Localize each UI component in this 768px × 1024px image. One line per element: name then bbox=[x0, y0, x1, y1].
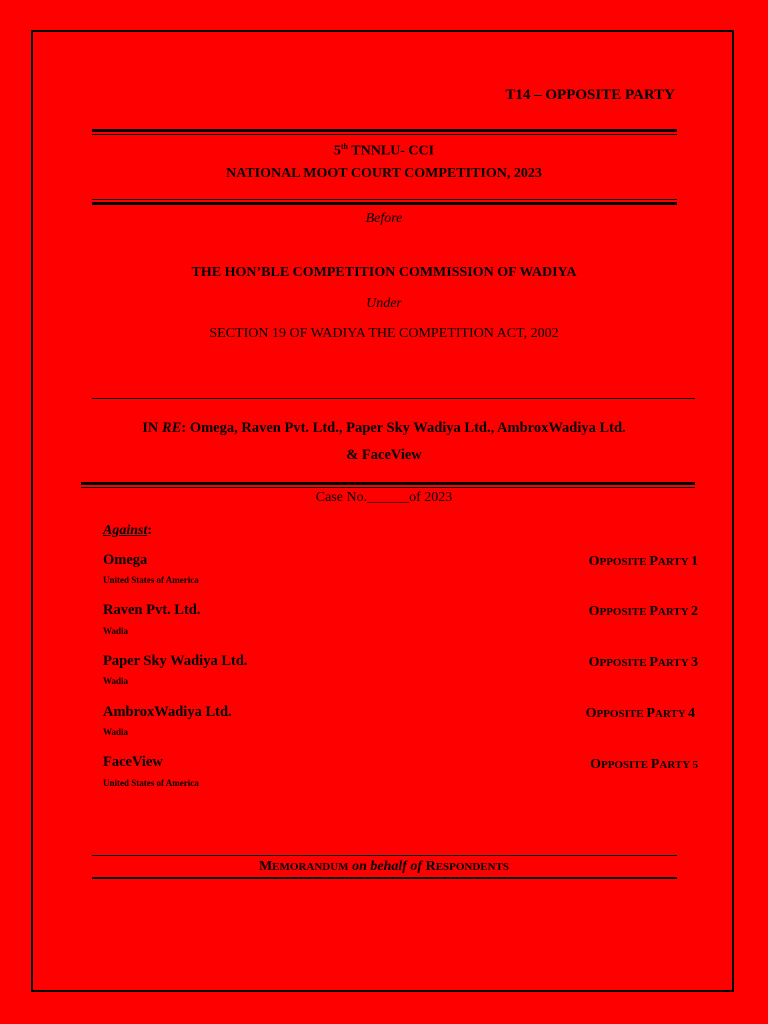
role-small: ARTY bbox=[659, 759, 693, 771]
role-small: ARTY bbox=[657, 657, 691, 669]
in-re-parties: : Omega, Raven Pvt. Ltd., Paper Sky Wadiya Ltd., AmbroxWadiya Ltd. bbox=[181, 420, 626, 436]
party-name-5: FaceView bbox=[103, 754, 163, 770]
memo-small: ESPONDENTS bbox=[435, 861, 510, 873]
party-location-4: Wadia bbox=[103, 727, 129, 737]
in-re-re: RE bbox=[162, 420, 182, 436]
memorandum-title bbox=[0, 857, 768, 875]
against-heading bbox=[103, 523, 152, 539]
party-role-3 bbox=[589, 653, 698, 671]
case-no-blank: ______ bbox=[367, 490, 410, 505]
memo-big: R bbox=[425, 859, 436, 874]
rule-mid-2 bbox=[92, 202, 677, 205]
team-label: T14 – OPPOSITE PARTY bbox=[505, 87, 675, 103]
party-location-2: Wadia bbox=[103, 626, 129, 636]
in-re-line-2: & FaceView bbox=[346, 447, 422, 463]
memo-big: M bbox=[258, 859, 273, 874]
role-big: O bbox=[588, 554, 600, 569]
role-small: PPOSITE bbox=[596, 708, 647, 720]
rule-top-1 bbox=[92, 129, 677, 132]
role-big: O bbox=[590, 757, 601, 772]
party-role-4 bbox=[586, 704, 695, 722]
forum-title: THE HON’BLE COMPETITION COMMISSION OF WADIYA bbox=[191, 265, 577, 280]
role-number: 1 bbox=[691, 554, 698, 569]
role-big: P bbox=[650, 757, 660, 772]
party-name-2: Raven Pvt. Ltd. bbox=[103, 602, 201, 618]
rule-mid-1 bbox=[92, 199, 677, 200]
role-big: O bbox=[588, 604, 600, 619]
party-location-3: Wadia bbox=[103, 676, 129, 686]
edition-number: 5 bbox=[333, 143, 341, 159]
memo-middle: on behalf of bbox=[348, 859, 426, 874]
party-role-2 bbox=[589, 602, 698, 620]
role-big: P bbox=[646, 706, 655, 721]
role-big: P bbox=[649, 604, 658, 619]
case-number bbox=[0, 490, 768, 506]
rule-case-2 bbox=[81, 487, 695, 488]
role-big: O bbox=[588, 655, 600, 670]
role-big: P bbox=[649, 655, 658, 670]
party-name-4: AmbroxWadiya Ltd. bbox=[103, 704, 232, 720]
under-label: Under bbox=[366, 296, 402, 311]
edition-name: TNNLU- CCI bbox=[348, 143, 435, 159]
rule-top-2 bbox=[92, 134, 677, 135]
party-role-1 bbox=[589, 552, 698, 570]
role-number: 2 bbox=[691, 604, 698, 619]
role-number: 4 bbox=[688, 706, 695, 721]
memo-small: EMORANDUM bbox=[272, 861, 349, 873]
role-big: O bbox=[585, 706, 597, 721]
role-small: ARTY bbox=[657, 556, 691, 568]
in-re-line-1 bbox=[0, 420, 768, 437]
role-small: PPOSITE bbox=[599, 556, 650, 568]
edition-suffix: th bbox=[340, 142, 349, 151]
party-role-5 bbox=[590, 755, 698, 773]
competition-edition bbox=[0, 142, 768, 160]
role-number: 3 bbox=[691, 655, 698, 670]
role-number: 5 bbox=[692, 759, 698, 771]
case-no-suffix: of 2023 bbox=[409, 490, 453, 505]
role-small: PPOSITE bbox=[599, 657, 650, 669]
role-small: ARTY bbox=[657, 606, 691, 618]
against-label: Against bbox=[103, 523, 148, 538]
party-name-1: Omega bbox=[103, 552, 148, 568]
rule-case-1 bbox=[81, 482, 695, 485]
in-re-prefix: IN bbox=[142, 420, 163, 436]
role-big: P bbox=[649, 554, 658, 569]
statute-title: SECTION 19 OF WADIYA THE COMPETITION ACT, 2002 bbox=[209, 326, 559, 341]
case-no-label: Case No. bbox=[315, 490, 368, 505]
against-colon: : bbox=[147, 523, 153, 538]
role-small: PPOSITE bbox=[599, 606, 650, 618]
role-small: PPOSITE bbox=[600, 759, 651, 771]
rule-memo-top bbox=[92, 855, 677, 856]
party-location-1: United States of America bbox=[103, 575, 199, 585]
rule-in-re bbox=[92, 398, 695, 399]
competition-title: NATIONAL MOOT COURT COMPETITION, 2023 bbox=[226, 166, 542, 181]
rule-memo-bottom bbox=[92, 877, 677, 879]
before-label: Before bbox=[365, 211, 403, 226]
party-location-5: United States of America bbox=[103, 778, 199, 788]
role-small: ARTY bbox=[654, 708, 688, 720]
party-name-3: Paper Sky Wadiya Ltd. bbox=[103, 653, 248, 669]
